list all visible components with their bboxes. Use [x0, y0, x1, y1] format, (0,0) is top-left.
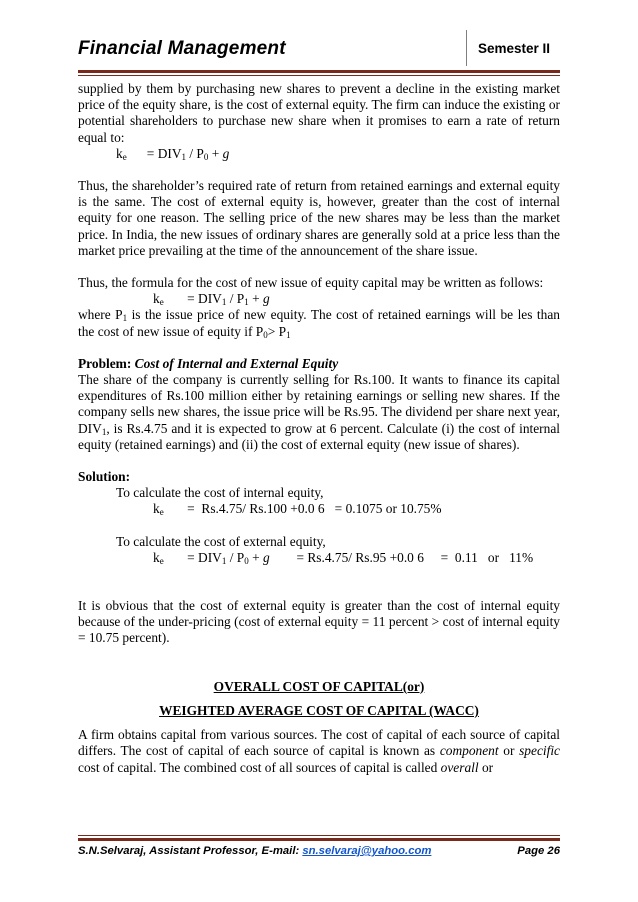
page-footer [78, 845, 560, 857]
footer-rule-thin [78, 835, 560, 836]
paragraph-5: The share of the company is currently selling for Rs.100. It wants to finance its capital expenditures of Rs.100 million either by retaining earnings or selling new shares. If the company sells new shares, the issue price will be Rs.95. The dividend per share next year, $DIV_1$, is Rs.4.75 and it is expected to grow at 6 percent. Calculate (i) the cost of internal equity (retained earnings) and (ii) the cost of external equity (new issue of shares). [78, 372, 560, 452]
header-rule-thin [78, 75, 560, 76]
footer-rule-thick [78, 838, 560, 841]
page-header [78, 38, 560, 68]
problem-heading: Problem: Cost of Internal and External Equity [78, 355, 339, 371]
footer-author: S.N.Selvaraj, Assistant Professor, E-mail: [78, 845, 303, 857]
footer-email-link[interactable]: sn.selvaraj@yahoo.com [302, 845, 432, 857]
section-heading-1: OVERALL COST OF CAPITAL(or) [213, 678, 425, 694]
solution-line-2: To calculate the cost of external equity, [116, 533, 326, 549]
page-body [78, 81, 560, 776]
paragraph-3: Thus, the formula for the cost of new issue of equity capital may be written as follows: [78, 275, 544, 291]
section-heading-2: WEIGHTED AVERAGE COST OF CAPITAL (WACC) [159, 702, 479, 718]
paragraph-6: It is obvious that the cost of external equity is greater than the cost of internal equity because of the under-pricing (cost of external equity = 11 percent > cost of internal equity = 10.75 percent). [78, 598, 560, 646]
footer-page-number: Page 26 [517, 845, 560, 857]
paragraph-2: Thus, the shareholder’s required rate of return from retained earnings and external equity is the same. The cost of external equity is, however, greater than the cost of internal equity for one reason. The selling price of the new shares may be less than the market price. In India, the new issues of ordinary shares are generally sold at a price less than the market price prevailing at the time of the announcement of the share issue. [78, 178, 560, 258]
paragraph-7: A firm obtains capital from various sources. The cost of capital of each source of capital differs. The cost of capital of each source of capital is known as component or specific cost of capital. The combined cost of all sources of capital is called overall or [78, 727, 560, 775]
solution-heading: Solution: [78, 469, 131, 485]
solution-line-1: To calculate the cost of internal equity, [116, 485, 324, 501]
equation-2: $k_e$ = $DIV_1 / P_1 + g$ [153, 291, 270, 308]
equation-1: $k_e$ = $DIV_1 / P_0 + g$ [116, 145, 230, 162]
paragraph-4: where $P_1$ is the issue price of new equity. The cost of retained earnings will be les than the cost of new issue of equity if $P_0> P_1$ [78, 307, 560, 340]
solution-equation-2: $k_e$ = $DIV_1 / P_0 + g$ = Rs.4.75/ Rs.95 +0.0 6 = 0.11 or 11% [153, 549, 534, 566]
header-semester: Semester II [478, 41, 551, 56]
paragraph-1: supplied by them by purchasing new shares to prevent a decline in the existing market price of the equity share, is the cost of external equity. The firm can induce the existing or potential shareholders to purchase new share when it promises to earn a rate of return equal to: [78, 81, 560, 145]
solution-equation-1: $k_e$ = Rs.4.75/ Rs.100 +0.0 6 = 0.1075 or 10.75% [153, 501, 442, 518]
header-rule-thick [78, 70, 560, 73]
header-title: Financial Management [78, 38, 286, 59]
header-divider [466, 30, 467, 66]
